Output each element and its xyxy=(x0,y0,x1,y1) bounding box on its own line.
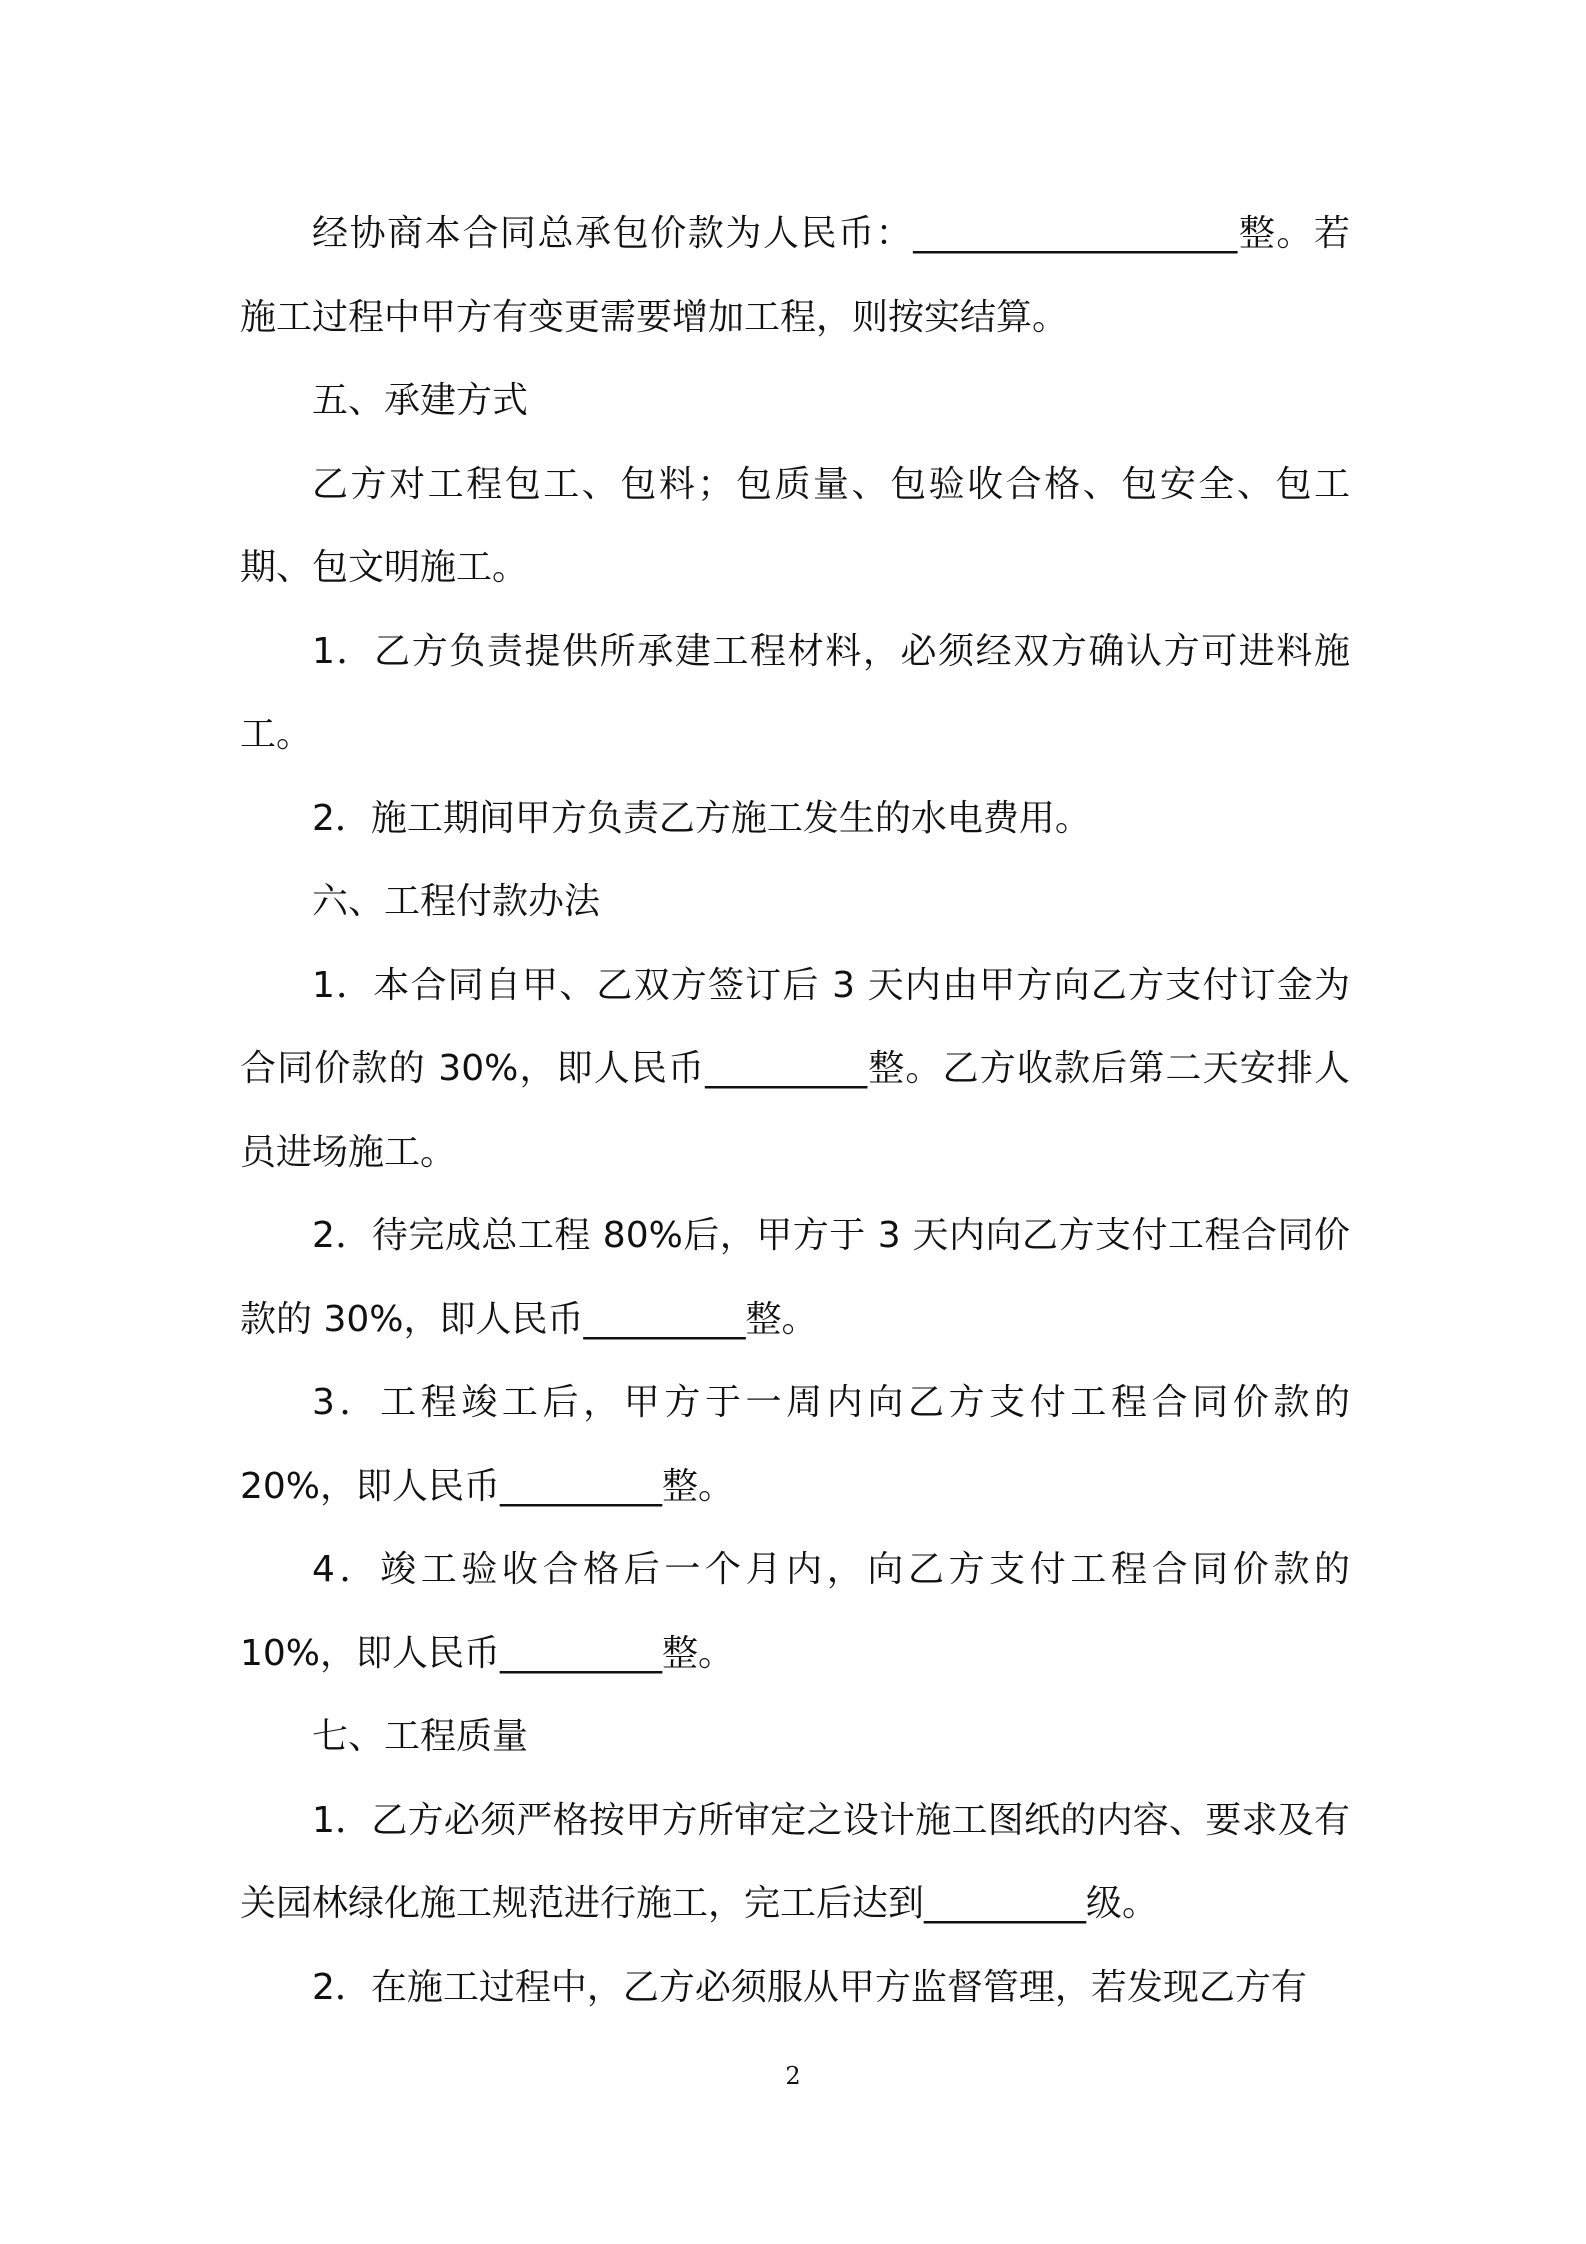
heading-construction-method: 五、承建方式 xyxy=(312,380,529,421)
clause-payment-80-percent: 2．待完成总工程 80%后，甲方于 3 天内向乙方支付工程合同价款的 30%，即人民币_________整。 xyxy=(240,1215,1350,1340)
clause-payment-completion: 3．工程竣工后，甲方于一周内向乙方支付工程合同价款的20%，即人民币_________整。 xyxy=(240,1382,1350,1507)
document-body xyxy=(240,192,1350,2029)
clause-utilities: 2．施工期间甲方负责乙方施工发生的水电费用。 xyxy=(312,797,1091,839)
paragraph-total-price: 经协商本合同总承包价款为人民币：__________________整。若施工过程中甲方有变更需要增加工程，则按实结算。 xyxy=(240,213,1350,338)
clause-quality-standard: 1．乙方必须严格按甲方所审定之设计施工图纸的内容、要求及有关园林绿化施工规范进行施工，完工后达到_________级。 xyxy=(240,1799,1350,1924)
clause-payment-deposit: 1．本合同自甲、乙双方签订后 3 天内由甲方向乙方支付订金为合同价款的 30%，即人民币_________整。乙方收款后第二天安排人员进场施工。 xyxy=(240,964,1350,1173)
heading-payment-method: 六、工程付款办法 xyxy=(312,881,601,922)
paragraph-contract-scope: 乙方对工程包工、包料；包质量、包验收合格、包安全、包工期、包文明施工。 xyxy=(240,463,1350,588)
heading-project-quality: 七、工程质量 xyxy=(312,1716,529,1757)
clause-payment-acceptance: 4．竣工验收合格后一个月内，向乙方支付工程合同价款的10%，即人民币_________整。 xyxy=(240,1549,1350,1674)
clause-materials: 1．乙方负责提供所承建工程材料，必须经双方确认方可进料施工。 xyxy=(240,630,1350,755)
clause-quality-supervision: 2．在施工过程中，乙方必须服从甲方监督管理，若发现乙方有 xyxy=(312,1966,1307,2008)
page-number: 2 xyxy=(785,2062,801,2090)
